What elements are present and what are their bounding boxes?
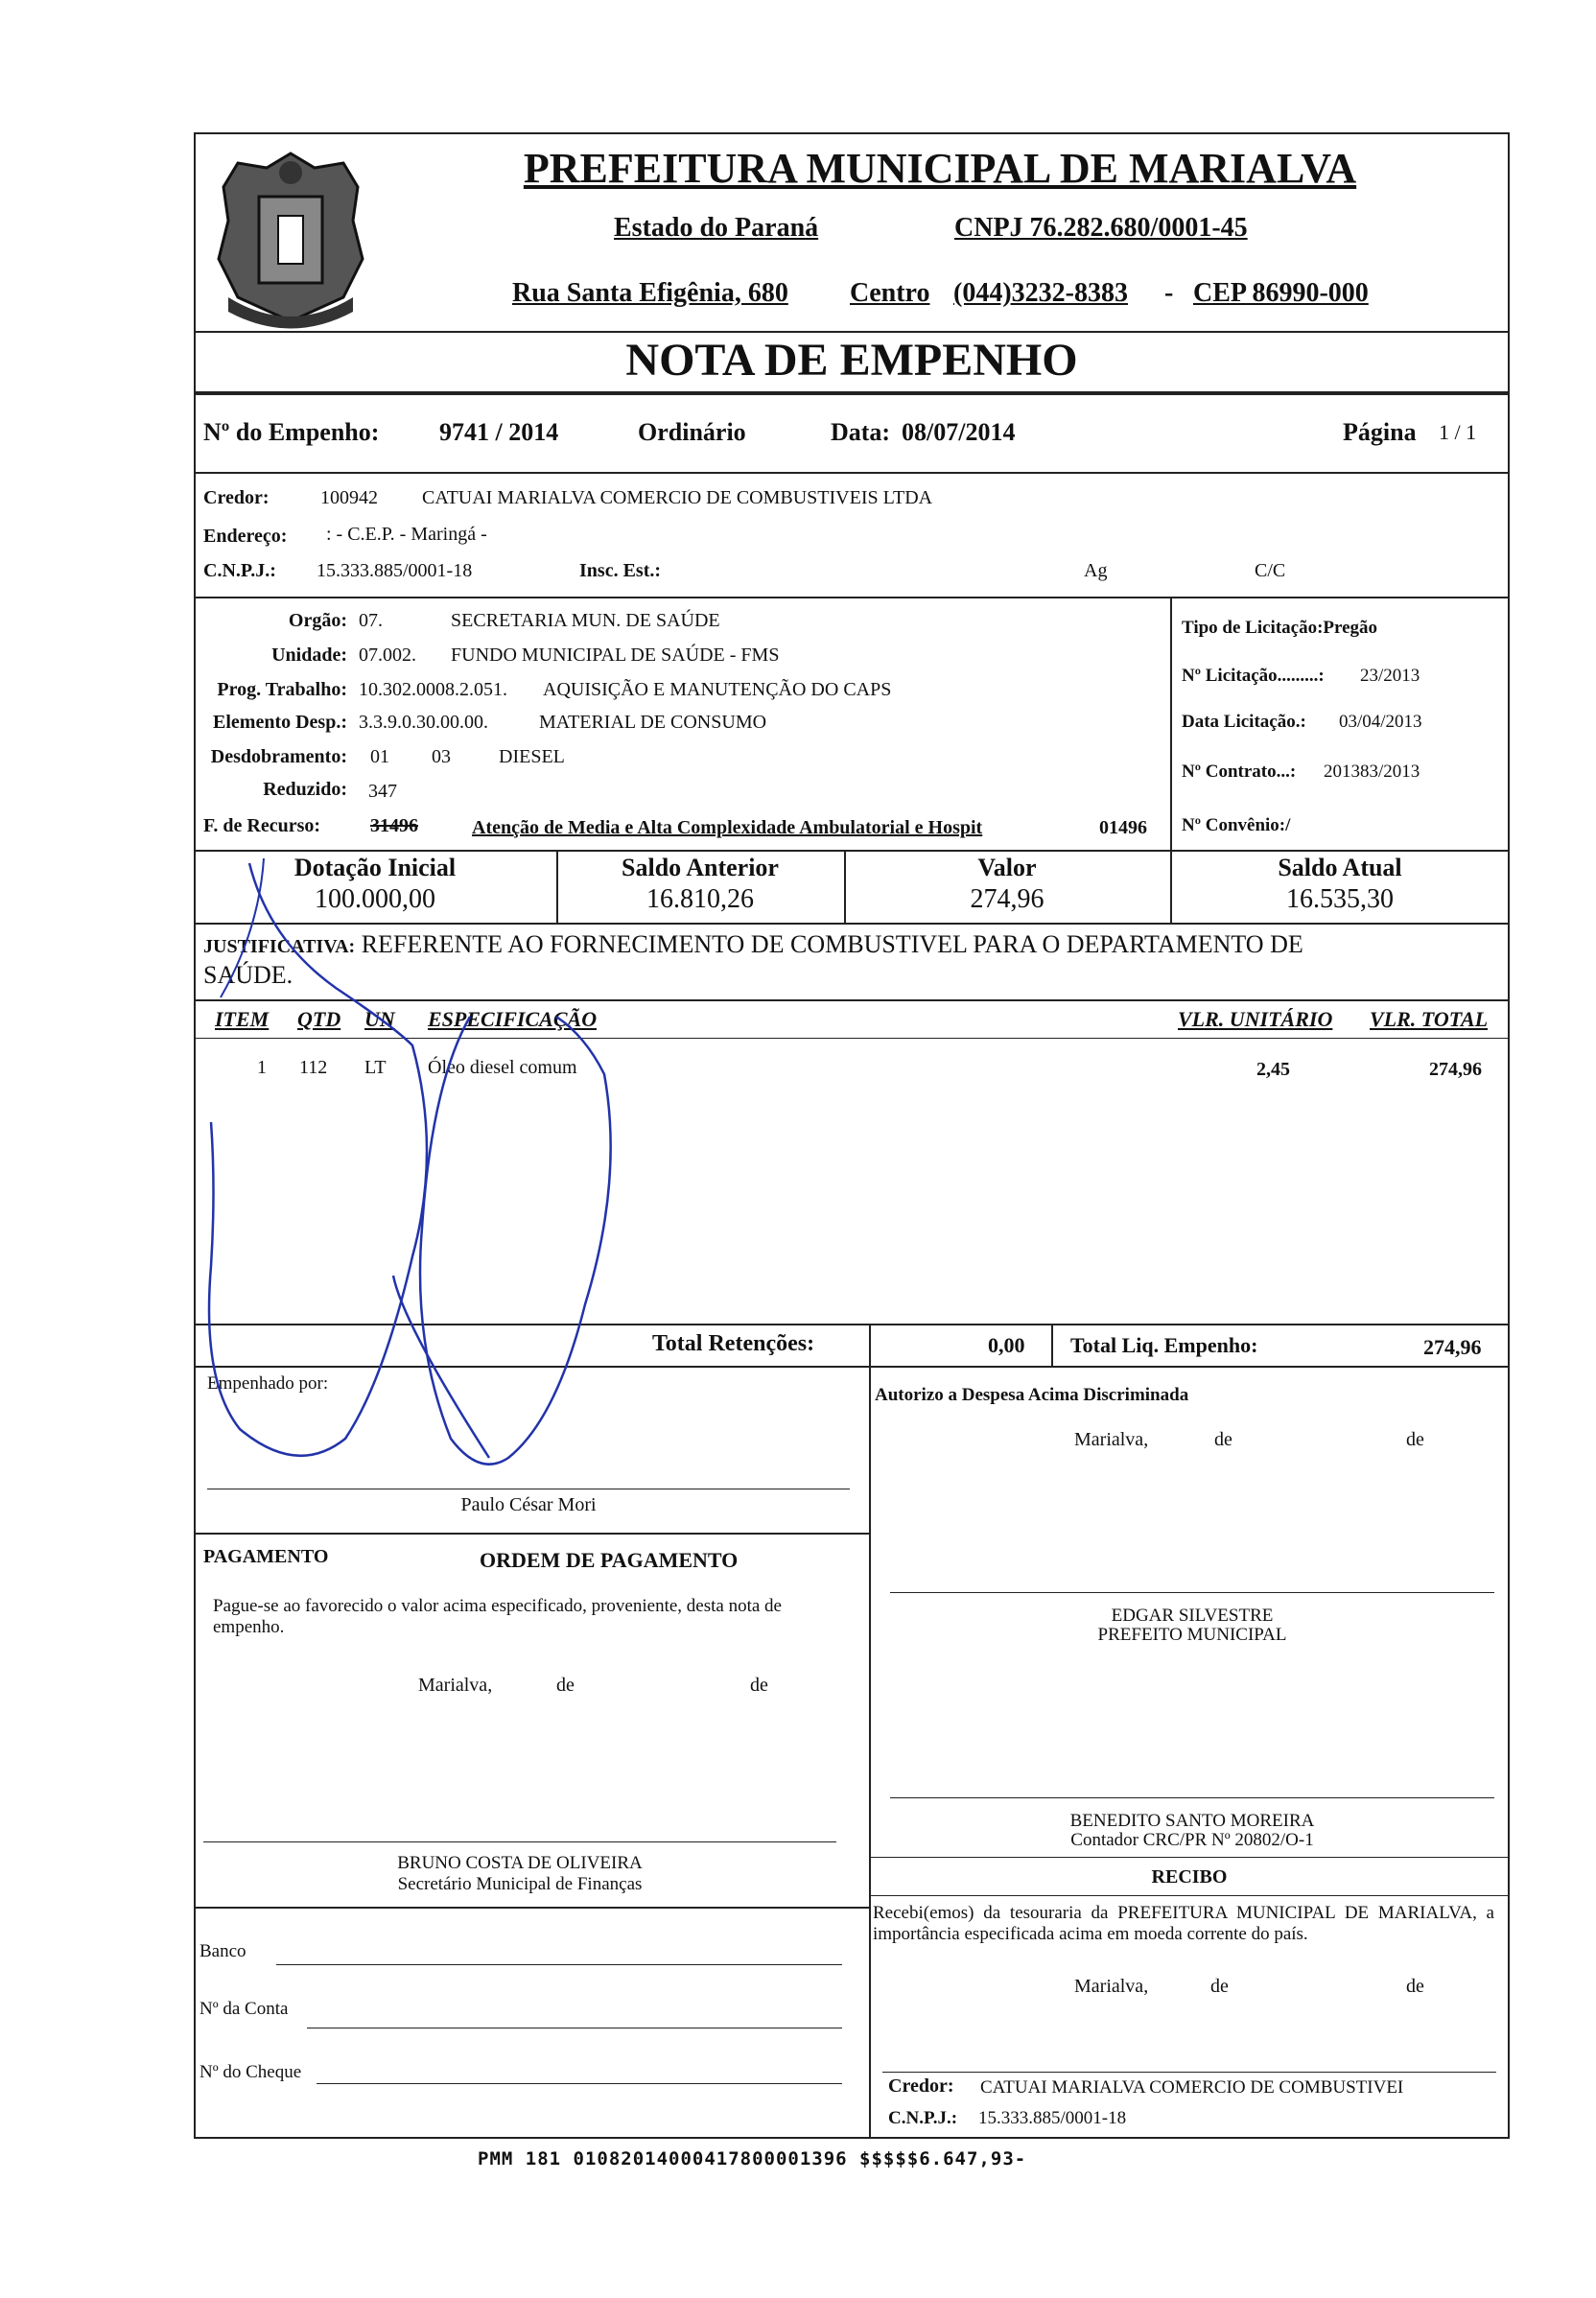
- creditor-cnpj-label: C.N.P.J.:: [203, 560, 276, 581]
- row-vlr-total: 274,96: [1429, 1059, 1482, 1080]
- rec-de-2: de: [1406, 1976, 1424, 1997]
- document-title: NOTA DE EMPENHO: [625, 335, 1078, 386]
- contrato-label: Nº Contrato...:: [1182, 762, 1297, 782]
- unidade-label: Unidade:: [271, 645, 347, 666]
- coat-of-arms-logo: [200, 144, 382, 336]
- row-item: 1: [257, 1057, 267, 1078]
- row-especificacao: Óleo diesel comum: [428, 1057, 577, 1078]
- pag-de-2: de: [750, 1675, 768, 1696]
- creditor-code: 100942: [320, 487, 378, 508]
- convenio-label: Nº Convênio:/: [1182, 815, 1291, 835]
- dotacao-value: 100.000,00: [315, 884, 435, 914]
- desdobramento-b: 03: [432, 746, 451, 767]
- elemento-name: MATERIAL DE CONSUMO: [539, 712, 767, 733]
- banco-label: Banco: [200, 1941, 246, 1961]
- prog-name: AQUISIÇÃO E MANUTENÇÃO DO CAPS: [543, 679, 892, 700]
- credor-sign-name: CATUAI MARIALVA COMERCIO DE COMBUSTIVEI: [980, 2077, 1404, 2098]
- col-un: UN: [364, 1007, 395, 1031]
- liquido-label: Total Liq. Empenho:: [1070, 1333, 1258, 1357]
- valor-label: Valor: [977, 854, 1037, 881]
- insc-est-label: Insc. Est.:: [579, 560, 662, 581]
- empenho-type: Ordinário: [638, 418, 746, 446]
- empenhado-por-label: Empenhado por:: [207, 1373, 329, 1394]
- recurso-number: 01496: [1099, 817, 1147, 838]
- creditor-name: CATUAI MARIALVA COMERCIO DE COMBUSTIVEIS LTDA: [422, 487, 933, 508]
- liquido-value: 274,96: [1423, 1335, 1482, 1359]
- recibo-label: RECIBO: [1151, 1866, 1228, 1888]
- elemento-code: 3.3.9.0.30.00.00.: [359, 712, 488, 733]
- col-vlr-unitario: VLR. UNITÁRIO: [1178, 1007, 1333, 1031]
- dotacao-label: Dotação Inicial: [293, 854, 457, 881]
- recurso-label: F. de Recurso:: [203, 815, 321, 836]
- pag-de-1: de: [556, 1675, 575, 1696]
- conta-label: Nº da Conta: [200, 1999, 289, 2019]
- separator-dash: -: [1164, 278, 1174, 308]
- reduzido-value: 347: [368, 781, 397, 802]
- page-number: 1 / 1: [1439, 420, 1477, 444]
- unidade-code: 07.002.: [359, 645, 416, 666]
- reduzido-label: Reduzido:: [263, 779, 347, 800]
- creditor-cnpj: 15.333.885/0001-18: [317, 560, 473, 581]
- state-label: Estado do Paraná: [614, 213, 819, 243]
- cheque-label: Nº do Cheque: [200, 2062, 302, 2082]
- district: Centro: [850, 278, 930, 308]
- aut-marialva: Marialva,: [1074, 1429, 1149, 1450]
- autorizo-label: Autorizo a Despesa Acima Discriminada: [875, 1385, 1189, 1405]
- licitacao-type: Tipo de Licitação:Pregão: [1182, 618, 1378, 638]
- desdobramento-name: DIESEL: [499, 746, 565, 767]
- municipality-cnpj: CNPJ 76.282.680/0001-45: [954, 213, 1248, 243]
- saldo-anterior-value: 16.810,26: [646, 884, 754, 914]
- saldo-atual-label: Saldo Atual: [1278, 854, 1402, 881]
- row-un: LT: [364, 1057, 387, 1078]
- justificativa-line2: SAÚDE.: [203, 961, 293, 989]
- secretario-title: Secretário Municipal de Finanças: [397, 1874, 643, 1894]
- pague-text: Pague-se ao favorecido o valor acima especificado, proveniente, desta nota de empenho.: [213, 1596, 782, 1637]
- prefeito-title: PREFEITO MUNICIPAL: [1097, 1625, 1287, 1645]
- empenho-date: 08/07/2014: [902, 418, 1016, 446]
- empenhado-name: Paulo César Mori: [460, 1494, 597, 1515]
- phone: (044)3232-8383: [953, 278, 1128, 308]
- justificativa-line1: REFERENTE AO FORNECIMENTO DE COMBUSTIVEL PARA O DEPARTAMENTO DE: [361, 930, 1303, 958]
- orgao-label: Orgão:: [288, 610, 347, 631]
- ordem-pagamento-label: ORDEM DE PAGAMENTO: [480, 1548, 739, 1572]
- rec-de-1: de: [1210, 1976, 1229, 1997]
- contador-name: BENEDITO SANTO MOREIRA: [1069, 1811, 1315, 1831]
- desdobramento-label: Desdobramento:: [210, 746, 347, 767]
- pag-marialva: Marialva,: [418, 1675, 493, 1696]
- licitacao-number: 23/2013: [1360, 666, 1420, 686]
- street-address: Rua Santa Efigênia, 680: [512, 278, 788, 308]
- row-vlr-unitario: 2,45: [1256, 1059, 1290, 1080]
- aut-de-1: de: [1214, 1429, 1232, 1450]
- credor-sign-cnpj-label: C.N.P.J.:: [888, 2108, 958, 2128]
- saldo-anterior-label: Saldo Anterior: [622, 854, 779, 881]
- prog-code: 10.302.0008.2.051.: [359, 679, 507, 700]
- orgao-code: 07.: [359, 610, 383, 631]
- licitacao-date-label: Data Licitação.:: [1182, 712, 1306, 732]
- credor-sign-cnpj: 15.333.885/0001-18: [978, 2108, 1127, 2128]
- agency-label: Ag: [1084, 560, 1108, 581]
- saldo-atual-value: 16.535,30: [1286, 884, 1394, 914]
- aut-de-2: de: [1406, 1429, 1424, 1450]
- unidade-name: FUNDO MUNICIPAL DE SAÚDE - FMS: [451, 645, 780, 666]
- col-especificacao: ESPECIFICAÇÃO: [428, 1007, 598, 1031]
- secretario-name: BRUNO COSTA DE OLIVEIRA: [397, 1853, 643, 1873]
- rec-marialva: Marialva,: [1074, 1976, 1149, 1997]
- empenho-date-label: Data:: [831, 418, 891, 446]
- page-label: Página: [1343, 418, 1417, 446]
- retencoes-value: 0,00: [988, 1333, 1025, 1357]
- handwritten-signature: [192, 844, 652, 1496]
- valor-value: 274,96: [970, 884, 1044, 914]
- prog-label: Prog. Trabalho:: [217, 679, 347, 700]
- empenho-number-label: Nº do Empenho:: [203, 418, 380, 446]
- prefeito-name: EDGAR SILVESTRE: [1111, 1606, 1274, 1626]
- recurso-name: Atenção de Media e Alta Complexidade Ambulatorial e Hospit: [472, 817, 983, 838]
- pagamento-label: PAGAMENTO: [203, 1546, 329, 1567]
- address-label: Endereço:: [203, 526, 288, 547]
- recurso-code: 31496: [370, 815, 418, 836]
- justificativa-label: JUSTIFICATIVA:: [203, 936, 356, 957]
- credor-sign-label: Credor:: [888, 2075, 954, 2097]
- licitacao-number-label: Nº Licitação.........:: [1182, 666, 1325, 686]
- contador-title: Contador CRC/PR Nº 20802/O-1: [1070, 1830, 1314, 1850]
- account-label: C/C: [1255, 560, 1286, 581]
- elemento-label: Elemento Desp.:: [213, 712, 347, 733]
- cep: CEP 86990-000: [1193, 278, 1369, 308]
- recibo-text: Recebi(emos) da tesouraria da PREFEITURA MUNICIPAL DE MARIALVA, a importância especificada acima em moeda corrente do país.: [873, 1903, 1494, 1944]
- orgao-name: SECRETARIA MUN. DE SAÚDE: [451, 610, 720, 631]
- row-qtd: 112: [299, 1057, 328, 1078]
- licitacao-date: 03/04/2013: [1339, 712, 1422, 732]
- col-qtd: QTD: [297, 1007, 341, 1031]
- creditor-label: Credor:: [203, 487, 270, 508]
- bank-stamp: PMM 181 01082014000417800001396 $$$$$6.647,93-: [478, 2148, 1027, 2169]
- retencoes-label: Total Retenções:: [652, 1331, 815, 1356]
- empenho-number: 9741 / 2014: [439, 418, 559, 446]
- desdobramento-a: 01: [370, 746, 389, 767]
- col-vlr-total: VLR. TOTAL: [1370, 1007, 1489, 1031]
- contrato-number: 201383/2013: [1324, 762, 1420, 782]
- col-item: ITEM: [215, 1007, 270, 1031]
- address-value: : - C.E.P. - Maringá -: [326, 524, 487, 545]
- municipality-title: PREFEITURA MUNICIPAL DE MARIALVA: [523, 145, 1357, 192]
